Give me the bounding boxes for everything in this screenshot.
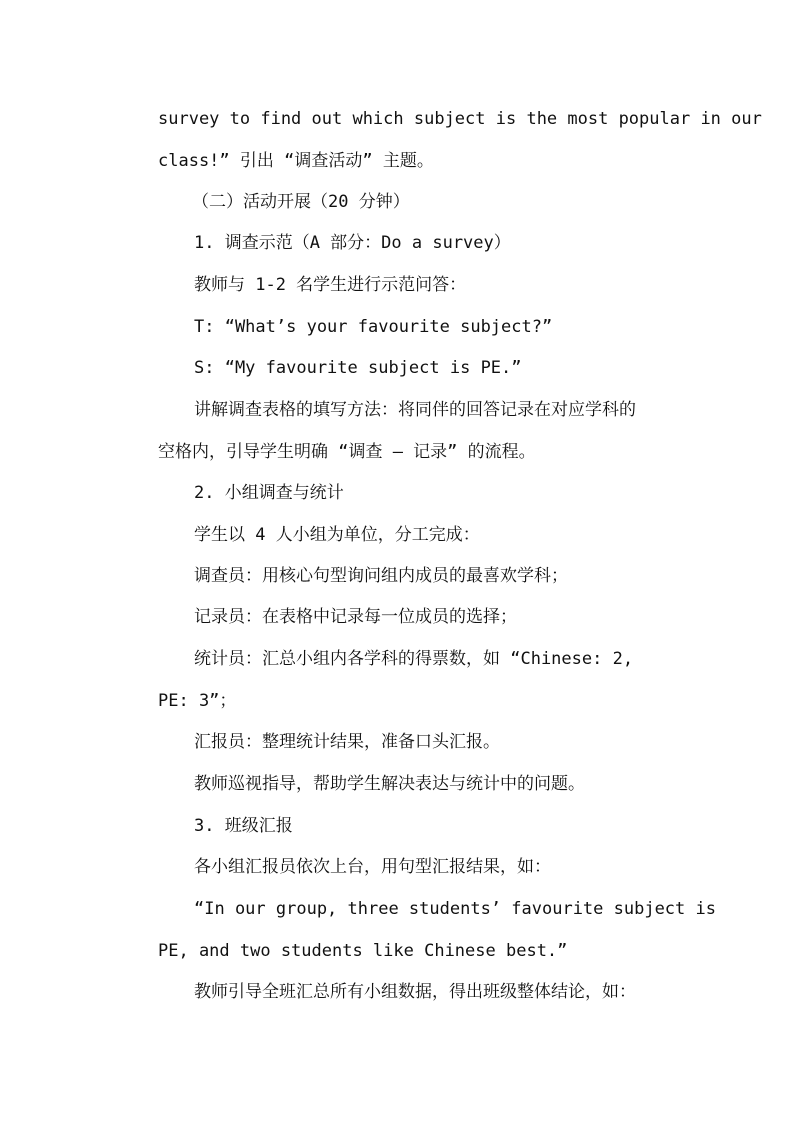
section-heading: （二）活动开展（20 分钟）: [192, 192, 410, 212]
dialogue-line: S: “My favourite subject is PE.”: [194, 358, 522, 378]
paragraph-line: 汇报员：整理统计结果，准备口头汇报。: [194, 732, 500, 752]
paragraph-line: 空格内，引导学生明确 “调查 — 记录” 的流程。: [158, 442, 536, 462]
paragraph-line: survey to find out which subject is the most popular in our: [158, 109, 762, 129]
paragraph-line: 记录员：在表格中记录每一位成员的选择；: [194, 607, 517, 627]
paragraph-line: 教师引导全班汇总所有小组数据，得出班级整体结论，如：: [194, 982, 636, 1002]
quote-line: PE, and two students like Chinese best.”: [158, 941, 568, 961]
subsection-heading: 1. 调查示范（A 部分：Do a survey）: [194, 233, 511, 253]
paragraph-line: 教师巡视指导，帮助学生解决表达与统计中的问题。: [194, 774, 585, 794]
paragraph-line: 统计员：汇总小组内各学科的得票数，如 “Chinese: 2,: [194, 649, 634, 669]
paragraph-line: 调查员：用核心句型询问组内成员的最喜欢学科；: [194, 566, 568, 586]
paragraph-line: 讲解调查表格的填写方法：将同伴的回答记录在对应学科的: [194, 400, 636, 420]
subsection-heading: 3. 班级汇报: [194, 816, 293, 836]
subsection-heading: 2. 小组调查与统计: [194, 483, 344, 503]
paragraph-line: 教师与 1-2 名学生进行示范问答：: [194, 275, 467, 295]
dialogue-line: T: “What’s your favourite subject?”: [194, 317, 553, 337]
paragraph-line: 各小组汇报员依次上台，用句型汇报结果，如：: [194, 857, 551, 877]
paragraph-line: PE: 3”；: [158, 691, 237, 711]
paragraph-line: 学生以 4 人小组为单位，分工完成：: [194, 525, 480, 545]
quote-line: “In our group, three students’ favourite subject is: [194, 899, 716, 919]
paragraph-line: class!” 引出 “调查活动” 主题。: [158, 151, 434, 171]
